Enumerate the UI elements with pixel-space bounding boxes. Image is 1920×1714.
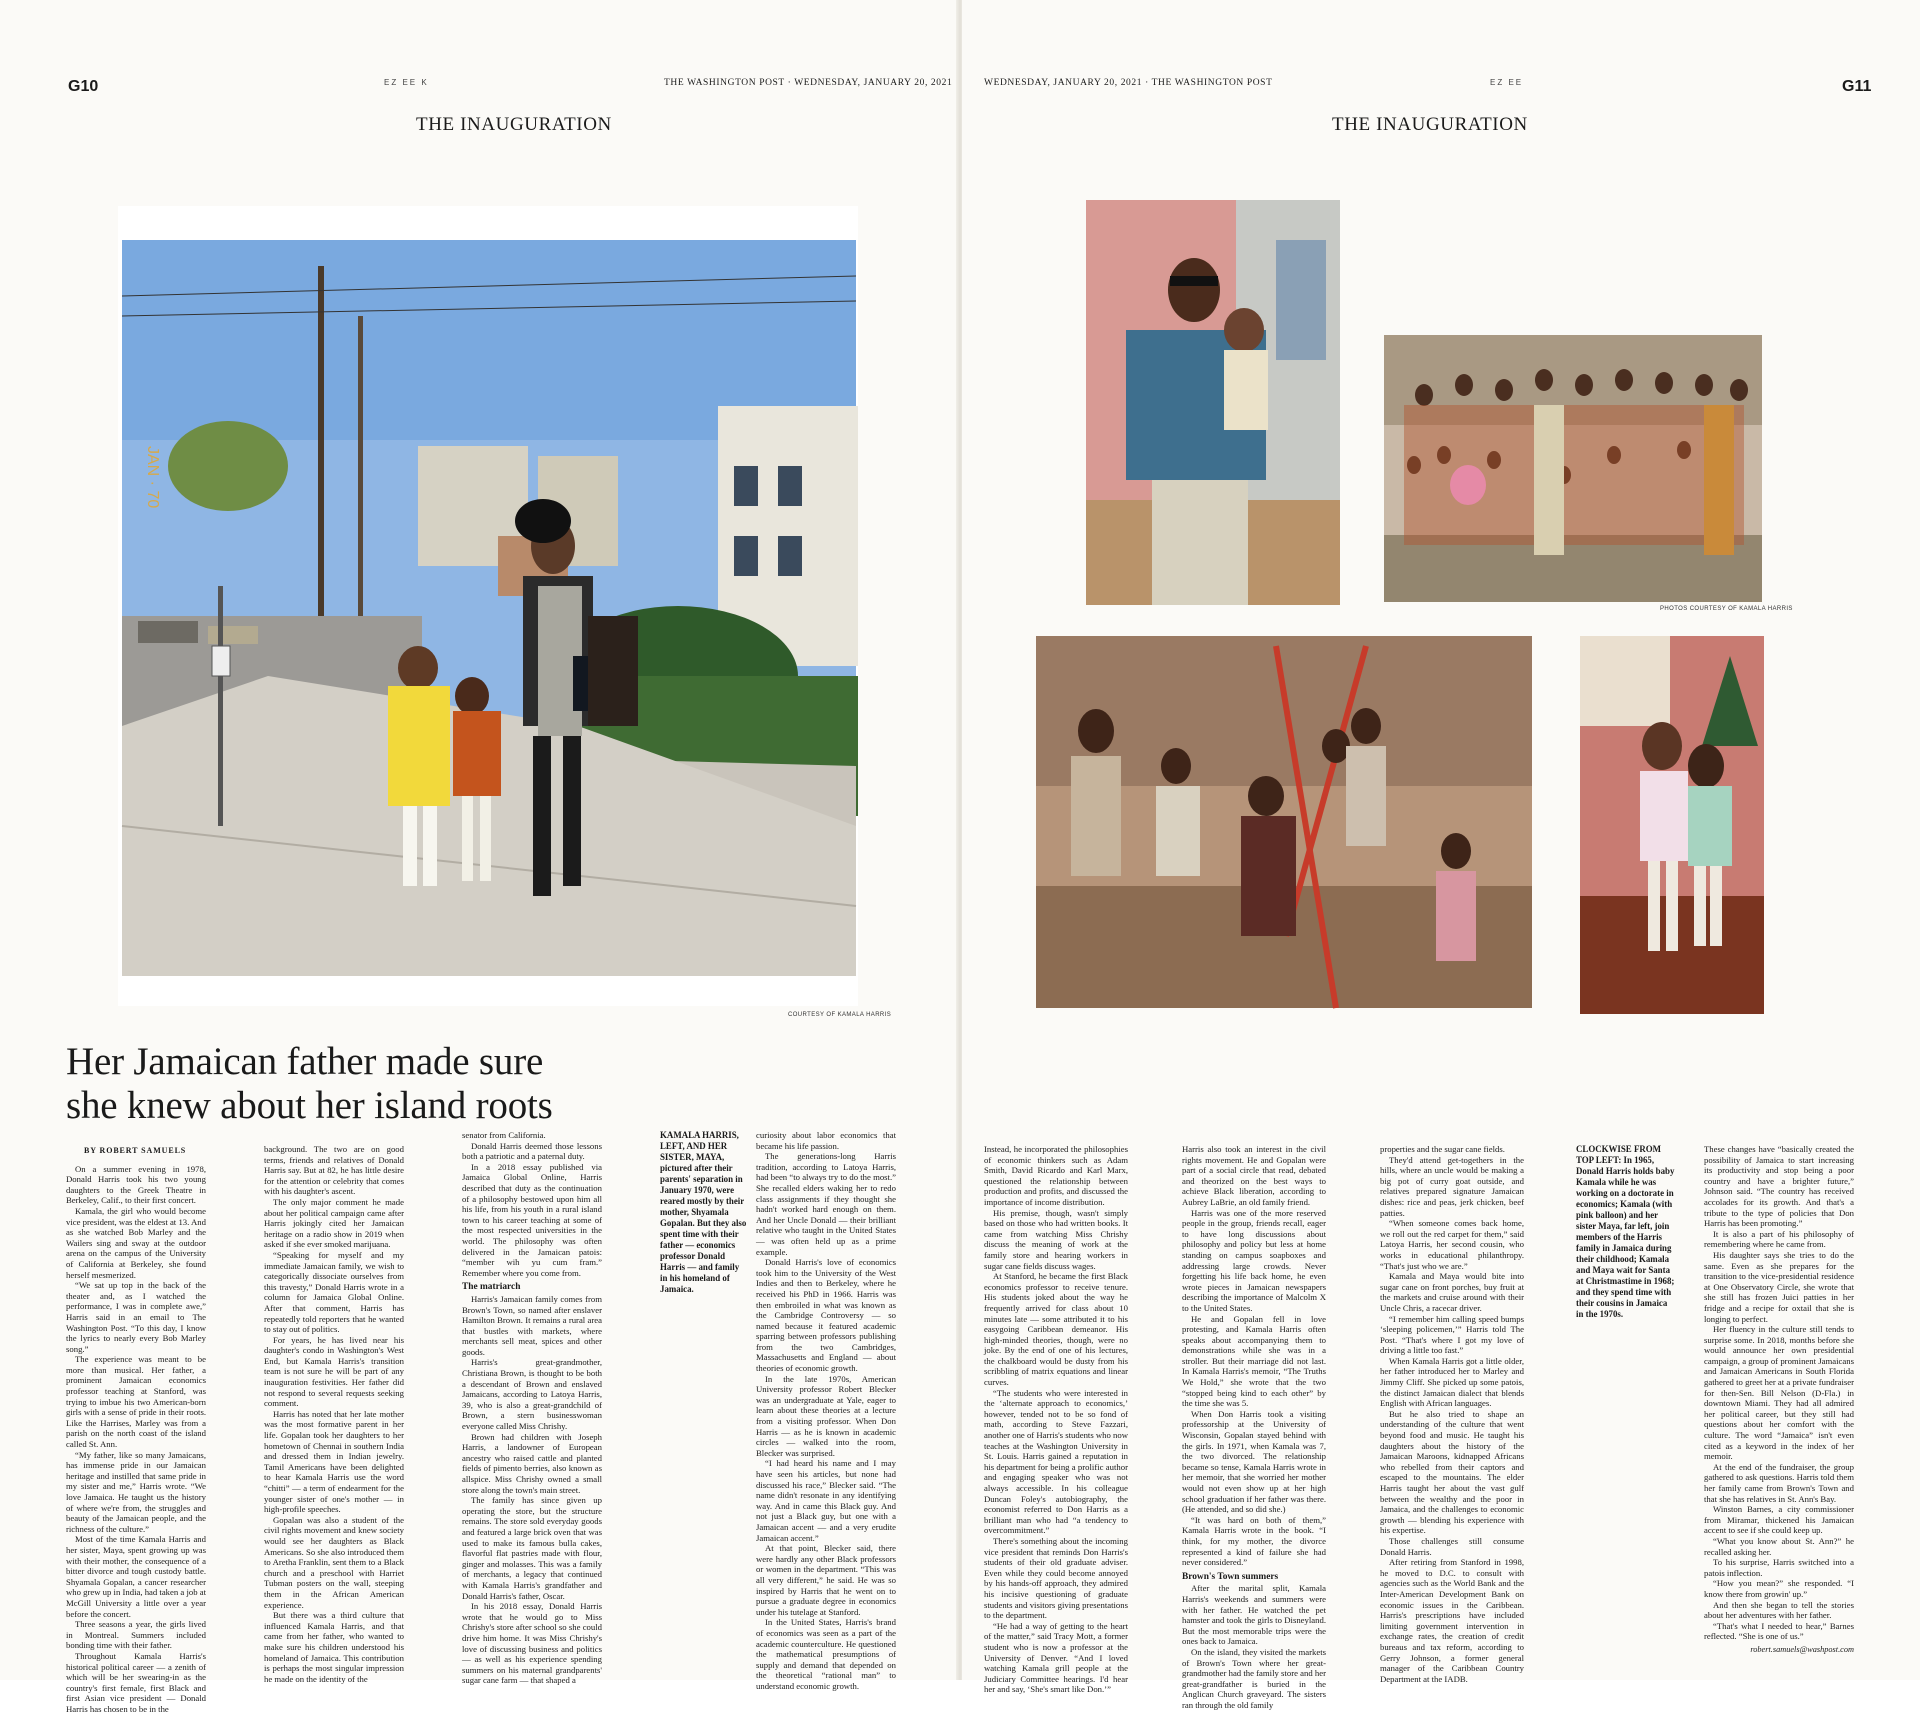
paragraph: The family has since given up operating the store, but the structure remains. The store sold everyday goods and featured a large brick oven that was used to make its famous bulla cakes, flavorful flat pastries made with flour, ginger and molasses. This was a family of merchants, a legacy that continued with Kamala Harris's grandfather and Donald Harris's father, Oscar.	[462, 1495, 602, 1601]
author-email: robert.samuels@washpost.com	[1750, 1644, 1854, 1654]
paragraph: At Stanford, he became the first Black economics professor to receive tenure. His students joked about the way he frequently arrived for class about 10 minutes late — some attributed it to his easygoing Caribbean demeanor. His high-minded theories, though, were no joke. By the end of one of his lectures, the chalkboard would be dusty from his scribbling of matrix equations and linear curves.	[984, 1271, 1128, 1388]
article-column-3	[462, 1130, 602, 1686]
paragraph: “I had heard his name and I may have seen his articles, but none had discussed his race,” Blecker said. “The name didn't resonate in any identifying way. And in came this Black guy. And not just a Black guy, but one with a Jamaican accent — and a very erudite Jamaican accent.”	[756, 1458, 896, 1543]
paragraph: To his surprise, Harris switched into a patois inflection.	[1704, 1557, 1854, 1578]
article-column-10	[1704, 1144, 1854, 1654]
paragraph: “How you mean?” she responded. “I know there from growin' up.”	[1704, 1578, 1854, 1599]
paragraph: “My father, like so many Jamaicans, has immense pride in our Jamaican heritage and instilled that same pride in my sister and me,” Harris wrote. “We love Jamaica. He taught us the history of where we're from, the struggles and beauty of the Jamaican people, and the richness of the culture.”	[66, 1449, 206, 1534]
article-column-6	[984, 1144, 1128, 1695]
paragraph: Brown had children with Joseph Harris, a landowner of European ancestry who raised cattle and planted fields of pimento berries, also known as allspice. Miss Chrishy owned a small store along the town's main street.	[462, 1431, 602, 1495]
photo-sisters-christmas	[1580, 636, 1764, 1014]
paragraph: These changes have “basically created the possibility of Jamaica to start increasing its productivity and stop being a poor country and have a brighter future,” Johnson said. “The country has received accolades for its growth. And that's a tribute to the type of policies that Don Harris has been promoting.”	[1704, 1144, 1854, 1229]
paragraph: He and Gopalan fell in love protesting, and Kamala Harris often speaks about accompanying them to demonstrations while she was in a stroller. But their marriage did not last. In Kamala Harris's memoir, “The Truths We Hold,” she wrote that the two “stopped being kind to each other” by the time she was 5.	[1182, 1313, 1326, 1409]
paragraph: senator from California.	[462, 1130, 546, 1140]
caption-lead: CLOCKWISE FROM TOP LEFT:	[1576, 1144, 1662, 1165]
paragraph: When Don Harris took a visiting professorship at the University of Wisconsin, Gopalan stayed behind with the girls. In 1971, when Kamala was 7, the two divorced. The relationship became so tense, Kamala Harris wrote in her memoir, that she worried her mother would not even show up at her high school graduation if her father was there. (He attended, and so did she.)	[1182, 1408, 1326, 1515]
paragraph: The only major comment he made about her political campaign came after Harris jokingly cited her Jamaican heritage on a radio show in 2019 when asked if she ever smoked marijuana.	[264, 1196, 404, 1250]
paragraph: After the marital split, Kamala Harris's weekends and summers were with her father. He watched the pet hamster and took the girls to Disneyland. But the most memorable trips were the ones back to Jamaica.	[1182, 1583, 1326, 1647]
paragraph: Kamala, the girl who would become vice president, was the eldest at 13. And as she watched Bob Marley and the Wailers sing and sway at the outdoor arena on the campus of the University of California at Berkeley, she found herself mesmerized.	[66, 1205, 206, 1280]
paragraph: Most of the time Kamala Harris and her sister, Maya, spent growing up was with their mother, the consequence of a bitter divorce and tough custody battle. Shyamala Gopalan, a cancer researcher who grew up in India, had taken a job at McGill University a little over a year before the concert.	[66, 1534, 206, 1619]
article-column-8	[1380, 1144, 1524, 1684]
caption-lead: KAMALA HARRIS, LEFT, AND HER SISTER, MAYA,	[660, 1130, 739, 1162]
paragraph: “It was hard on both of them,” Kamala Harris wrote in the book. “I think, for my mother, the divorce represented a kind of failure she had never considered.”	[1182, 1514, 1326, 1568]
photos-credit: PHOTOS COURTESY OF KAMALA HARRIS	[1660, 606, 1793, 612]
paragraph: His daughter says she tries to do the same. Even as she prepares for the transition to the vice-presidential residence at One Observatory Circle, she wrote that she still has frozen Juici patties in her fridge and a recipe for oxtail that she is longing to perfect.	[1704, 1249, 1854, 1324]
paragraph: In his 2018 essay, Donald Harris wrote that he would go to Miss Chrishy's store after school so she could drive him home. It was Miss Chrishy's love of discussing business and politics — as well as his experience spending summers on his maternal grandparents' sugar cane farm — that shaped a	[462, 1601, 602, 1686]
paragraph: Throughout Kamala Harris's historical political career — a zenith of which will be her swearing-in as the country's first female, first Black and first Asian vice president — Donald Harris has chosen to be in the	[66, 1650, 206, 1714]
paragraph: curiosity about labor economics that became his life passion.	[756, 1130, 896, 1151]
paragraph: Harris has noted that her late mother was the most formative parent in her life. Gopalan took her daughters to her hometown of Chennai in southern India and dressed them in Indian jewelry. Tamil Americans have been delighted to hear Kamala Harris use the word “chitti” — a term of endearment for the younger sister of one's mother — in high-profile speeches.	[264, 1408, 404, 1515]
paragraph: There's something about the incoming vice president that reminds Don Harris's students of their old graduate adviser. Even while they could become annoyed by his hands-off approach, they admired his incisive questioning of graduate students and visitors giving presentations to the department.	[984, 1535, 1128, 1621]
paragraph: Donald Harris's love of economics took him to the University of the West Indies and then to Berkeley, where he received his PhD in 1966. Harris was then embroiled in what was known as the Cambridge Controversy — so named because it featured academic sparring between professors publishing from the two Cambridges, Massachusetts and England — about theories of economic growth.	[756, 1257, 896, 1374]
caption-text: pictured after their parents' separation in January 1970, were reared mostly by their mother, Shyamala Gopalan. But they also spent time with their father — economics professor Donald Harris — and family in his homeland of Jamaica.	[660, 1163, 747, 1294]
paragraph: Gopalan was also a student of the civil rights movement and knew society would see her daughters as Black Americans. So she also introduced them to Aretha Franklin, sent them to a Black church and a preschool with Harriet Tubman posters on the wall, steeping them in the African American experience.	[264, 1514, 404, 1610]
paragraph: “The students who were interested in the ‘alternate approach to economics,’ however, tended not to be so fond of math, according to Steve Fazzari, another one of Harris's students who now teaches at the Washington University in St. Louis. Harris gained a reputation in his department for being a prolific author and engaging speaker who was not always accessible. In his colleague Duncan Foley's autobiography, the economist referred to Don Harris as a brilliant man who had “a tendency to overcommitment.”	[984, 1387, 1128, 1536]
photo-cousins	[1036, 636, 1532, 1008]
section-title-right: THE INAUGURATION	[1332, 114, 1528, 135]
paragraph: When Kamala Harris got a little older, her father introduced her to Marley and Jimmy Cliff. She picked up some patois, the distinct Jamaican dialect that blends English with African languages.	[1380, 1355, 1524, 1409]
paragraph: The experience was meant to be more than musical. Her father, a prominent Jamaican economics professor teaching at Stanford, was trying to imbue his two American-born girls with a sense of pride in their roots. Like the Harrises, Marley was from a parish on the north coast of the island called St. Ann.	[66, 1354, 206, 1450]
date-stamp: JAN · 70	[144, 446, 161, 509]
edition-marks-left: EZ EE K	[384, 78, 429, 87]
paragraph: Three seasons a year, the girls lived in Montreal. Summers included bonding time with their father.	[66, 1619, 206, 1651]
paragraph: They'd attend get-togethers in the hills, where an uncle would be making a big pot of curry goat outside, and relatives prepared signature Jamaican dishes: rice and peas, jerk chicken, beef patties.	[1380, 1154, 1524, 1218]
paragraph: On a summer evening in 1978, Donald Harris took his two young daughters to the Greek Theatre in Berkeley, Calif., to their first concert.	[66, 1163, 206, 1206]
photos-caption	[1576, 1144, 1676, 1320]
hero-photo-frame	[118, 206, 858, 1006]
paragraph: properties and the sugar cane fields.	[1380, 1144, 1505, 1154]
hero-photo-credit: COURTESY OF KAMALA HARRIS	[788, 1012, 892, 1018]
paragraph: Her fluency in the culture still tends to surprise some. In 2018, months before she would announce her own presidential campaign, a group of prominent Jamaicans and Jamaican Americans in South Florida gathered to greet her at a private fundraiser for then-Sen. Bill Nelson (D-Fla.) in downtown Miami. They had all admired her political career, but they still had questions about her comfort with the culture. The word “Jamaica” isn't even cited as a keyword in the index of her memoir.	[1704, 1324, 1854, 1462]
paragraph: Harris's great-grandmother, Christiana Brown, is thought to be both a descendant of Brown and enslaved Jamaicans, according to Latoya Harris, 39, who is also a great-grandchild of Brown, a stern businesswoman everyone called Miss Chrishy.	[462, 1357, 602, 1432]
photo-father-baby	[1086, 200, 1340, 605]
paragraph: Instead, he incorporated the philosophies of economic thinkers such as Adam Smith, David Ricardo and Karl Marx, questioned the relationship between production and profits, and discussed the importance of income distribution.	[984, 1144, 1128, 1207]
paragraph: “Speaking for myself and my immediate Jamaican family, we wish to categorically dissociate ourselves from this travesty,” Donald Harris wrote in a column for Jamaica Global Online. After that comment, Harris has repeatedly told reporters that he wanted to stay out of politics.	[264, 1249, 404, 1335]
subhead: Brown's Town summers	[1182, 1571, 1279, 1582]
paragraph: “We sat up top in the back of the theater and, as I watched the performance, I was in complete awe,” Harris said in an email to The Washington Post. “To this day, I know the lyrics to nearly every Bob Marley song.”	[66, 1280, 206, 1354]
paragraph: For years, he has lived near his daughter's condo in Washington's West End, but Kamala Harris's transition team is not sure he will be part of any inauguration festivities. Her father did not respond to several requests seeking comment.	[264, 1334, 404, 1409]
paragraph: “I remember him calling speed bumps ‘sleeping policemen,’” Harris told The Post. “That's where I got my love of driving a little too fast.”	[1380, 1313, 1524, 1356]
paragraph: But he also tried to shape an understanding of the culture that went beyond food and music. He taught his daughters about the history of the Jamaican Maroons, kidnapped Africans who rebelled from their captors and escaped to the mountains. The elder Harris taught her about the vast gulf between the wealthy and the poor in Jamaica, and the challenges to economic growth — blending his experience with his expertise.	[1380, 1408, 1524, 1536]
paragraph: “He had a way of getting to the heart of the matter,” said Tracy Mott, a former student who is now a professor at the University of Denver. “And I loved watching Kamala grill people at the Judiciary Committee hearings. I'd hear her and say, ‘She's smart like Don.’”	[984, 1620, 1128, 1695]
page-number-left: G10	[68, 78, 99, 95]
paragraph: In the United States, Harris's brand of economics was seen as a part of the academic counterculture. He questioned the mathematical presumptions of supply and demand that depended on the theoretical “rational man” to understand economic growth.	[756, 1617, 896, 1691]
paragraph: His premise, though, wasn't simply based on those who had written books. It came from watching Miss Chrishy discuss the meaning of work at the family store and hearing workers in sugar cane fields discuss wages.	[984, 1207, 1128, 1271]
paragraph: Donald Harris deemed those lessons both a patriotic and a paternal duty.	[462, 1140, 602, 1162]
caption-text: In 1965, Donald Harris holds baby Kamala while he was working on a doctorate in economics; Kamala (with pink balloon) and her sister Maya, far left, join members of the Harris family in Jamaica during their childhood; Kamala and Maya wait for Santa at Christmastime in 1968; and they spend time with their cousins in Jamaica in the 1970s.	[1576, 1155, 1675, 1319]
paragraph: Harris was one of the more reserved people in the group, friends recall, eager to have long discussions about philosophy and policy but less at home standing on campus soapboxes and addressing large crowds. Never forgetting his life back home, he even wrote pieces in Jamaican newspapers describing the importance of Malcolm X to the United States.	[1182, 1207, 1326, 1313]
paragraph: At the end of the fundraiser, the group gathered to ask questions. Harris told them her family came from Brown's Town and that she has relatives in St. Ann's Bay.	[1704, 1461, 1854, 1504]
edition-marks-right: EZ EE	[1490, 78, 1524, 87]
right-page	[962, 0, 1920, 1710]
paragraph: In the late 1970s, American University professor Robert Blecker was an undergraduate at Yale, eager to learn about these theories at a lecture from a visiting professor. When Don Harris — as he is known in academic circles — walked into the room, Blecker was surprised.	[756, 1373, 896, 1458]
paragraph: But there was a third culture that influenced Kamala Harris, and that came from her father, who wanted to make sure his children understood his homeland of Jamaica. This contribution is perhaps the most singular impression he made on the identity of the	[264, 1610, 404, 1684]
paragraph: “That's what I needed to hear,” Barnes reflected. “She is one of us.”	[1704, 1620, 1854, 1642]
subhead: The matriarch	[462, 1282, 521, 1293]
paragraph: Winston Barnes, a city commissioner from Miramar, thickened his Jamaican accent to see if she could keep up.	[1704, 1504, 1854, 1536]
paragraph: After retiring from Stanford in 1998, he moved to D.C. to consult with agencies such as the World Bank and the Inter-American Development Bank on economic issues in the Caribbean. Harris's prescriptions have included limiting government intervention in exchange rates, the creation of credit bureaus and tax reform, according to Gerry Johnson, a former general manager of the Caribbean Country Department at the IADB.	[1380, 1557, 1524, 1684]
photo-family-group	[1384, 335, 1762, 602]
paragraph: It is also a part of his philosophy of remembering where he came from.	[1704, 1228, 1854, 1250]
hero-photo-caption	[660, 1130, 748, 1295]
headline: Her Jamaican father made sure she knew about her island roots	[66, 1040, 553, 1127]
section-title-left: THE INAUGURATION	[416, 114, 612, 135]
page-number-right: G11	[1842, 78, 1872, 95]
paragraph: And then she began to tell the stories about her adventures with her father.	[1704, 1599, 1854, 1621]
article-column-5	[756, 1130, 896, 1691]
article-column-2	[264, 1144, 404, 1684]
article-column-7	[1182, 1144, 1326, 1710]
paragraph: Kamala and Maya would bite into sugar cane on front porches, buy fruit at the markets and cruise around with their Uncle Chris, a racecar driver.	[1380, 1271, 1524, 1313]
paragraph: Harris's Jamaican family comes from Brown's Town, so named after enslaver Hamilton Brown. It remains a rural area that bustles with markets, where merchants sell meat, spices and other goods.	[462, 1293, 602, 1357]
masthead-date-left: THE WASHINGTON POST · WEDNESDAY, JANUARY 20, 2021	[664, 78, 953, 88]
paragraph: “What you know about St. Ann?” he recalled asking her.	[1704, 1535, 1854, 1557]
paragraph: On the island, they visited the markets of Brown's Town where her great-grandmother had the family store and her great-grandfather is buried in the Anglican Church graveyard. The sisters ran through the old family	[1182, 1646, 1326, 1710]
masthead-date-right: WEDNESDAY, JANUARY 20, 2021 · THE WASHINGTON POST	[984, 78, 1273, 88]
paragraph: The generations-long Harris tradition, according to Latoya Harris, had been “to always try to do the most.” She recalled elders waking her to redo class assignments if they thought she hadn't worked hard enough on them. And her Uncle Donald — their brilliant relative who taught in the United States — was often held up as a prime example.	[756, 1151, 896, 1257]
paragraph: Harris also took an interest in the civil rights movement. He and Gopalan were part of a social circle that read, debated and theorized on the best ways to achieve Black liberation, according to Aubrey LaBrie, an old family friend.	[1182, 1144, 1326, 1207]
paragraph: background. The two are on good terms, friends and relatives of Donald Harris say. But at 82, he has little desire for the attention or celebrity that comes with his daughter's ascent.	[264, 1144, 404, 1197]
paragraph: Those challenges still consume Donald Harris.	[1380, 1535, 1524, 1557]
article-column-1	[66, 1144, 206, 1714]
byline: BY ROBERT SAMUELS	[84, 1146, 187, 1155]
paragraph: “When someone comes back home, we roll out the red carpet for them,” said Latoya Harris, her second cousin, who works in educational philanthropy. “That's just who we are.”	[1380, 1218, 1524, 1271]
left-page	[0, 0, 958, 1714]
hero-photo	[118, 206, 858, 1006]
paragraph: At that point, Blecker said, there were hardly any other Black professors or women in the department. “This was all very different,” he said. He was so inspired by Harris that he went on to pursue a graduate degree in economics under his tutelage at Stanford.	[756, 1543, 896, 1617]
paragraph: In a 2018 essay published via Jamaica Global Online, Harris described that duty as the continuation of a philosophy bestowed upon him all his life, from his youth in a rural island town to his career teaching at some of the most respected universities in the world. The philosophy was often delivered in the Jamaican patois: “member wih yu cum fram.” Remember where you come from.	[462, 1161, 602, 1278]
